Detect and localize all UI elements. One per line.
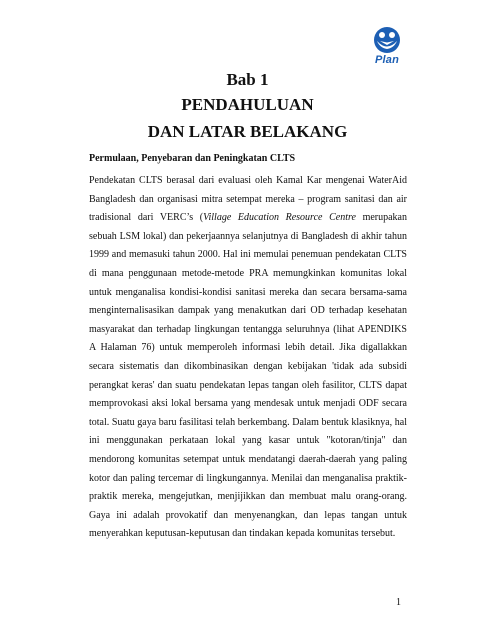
chapter-title-line-2: DAN LATAR BELAKANG: [147, 122, 348, 141]
body-text-part-1: Pendekatan CLTS berasal dari evaluasi oleh Kamal Kar mengenai WaterAid Bangladesh dan organisasi mitra setempat mereka – program sanitasi dan air tradisional dari VERC’s (: [89, 175, 407, 224]
body-text-italic: Village Education Resource Centre: [203, 212, 356, 224]
body-paragraph: [89, 172, 407, 544]
chapter-number: Bab 1: [226, 70, 269, 89]
body-text-part-2: merupakan sebuah LSM lokal) dan pekerjaannya selanjutnya di Bangladesh di akhir tahun 1999 and memasuki tahun 2000. Hal ini memulai penemuan pendekatan CLTS di mana penggunaan metode-metode PRA memungkinkan komunitas lokal untuk menganalisa kondisi-kondisi sanitasi mereka dan secara bersama-sama menginternalisasikan dampak yang menakutkan dari OD terhadap kesehatan masyarakat dan terhadap lingkungan tentangga seluruhnya (lihat APENDIKS A Halaman 76) untuk memperoleh informasi lebih detail. Jika digallakkan secara sistematis dan dikombinasikan dengan kebijakan 'tidak ada subsidi perangkat keras' dan suatu pendekatan lepas tangan oleh fasilitor, CLTS dapat memprovokasi aksi lokal bersama yang mendesak untuk menjadi ODF secara total. Suatu gaya baru fasilitasi telah berkembang. Dalam bentuk klasiknya, hal ini menggunakan perkataan lokal yang kasar untuk "kotoran/tinja" dan mendorong komunitas setempat untuk mendatangi daerah-daerah yang paling kotor dan paling tercemar di lingkungannya. Menilai dan menganalisa praktik-praktik mereka, mengejutkan, menjijikkan dan membuat malu orang-orang. Gaya ini adalah provokatif dan menyenangkan, dan lepas tangan untuk menyerahkan keputusan-keputusan dan tindakan kepada komunitas tersebut.: [89, 212, 407, 540]
section-heading: Permulaan, Penyebaran dan Peningkatan CLTS: [89, 153, 296, 164]
plan-logo-wordmark: Plan: [374, 54, 400, 66]
plan-logo-icon: [368, 26, 406, 56]
chapter-title-line-1: PENDAHULUAN: [181, 95, 314, 114]
plan-logo: [368, 26, 406, 72]
page-number: 1: [396, 597, 401, 608]
